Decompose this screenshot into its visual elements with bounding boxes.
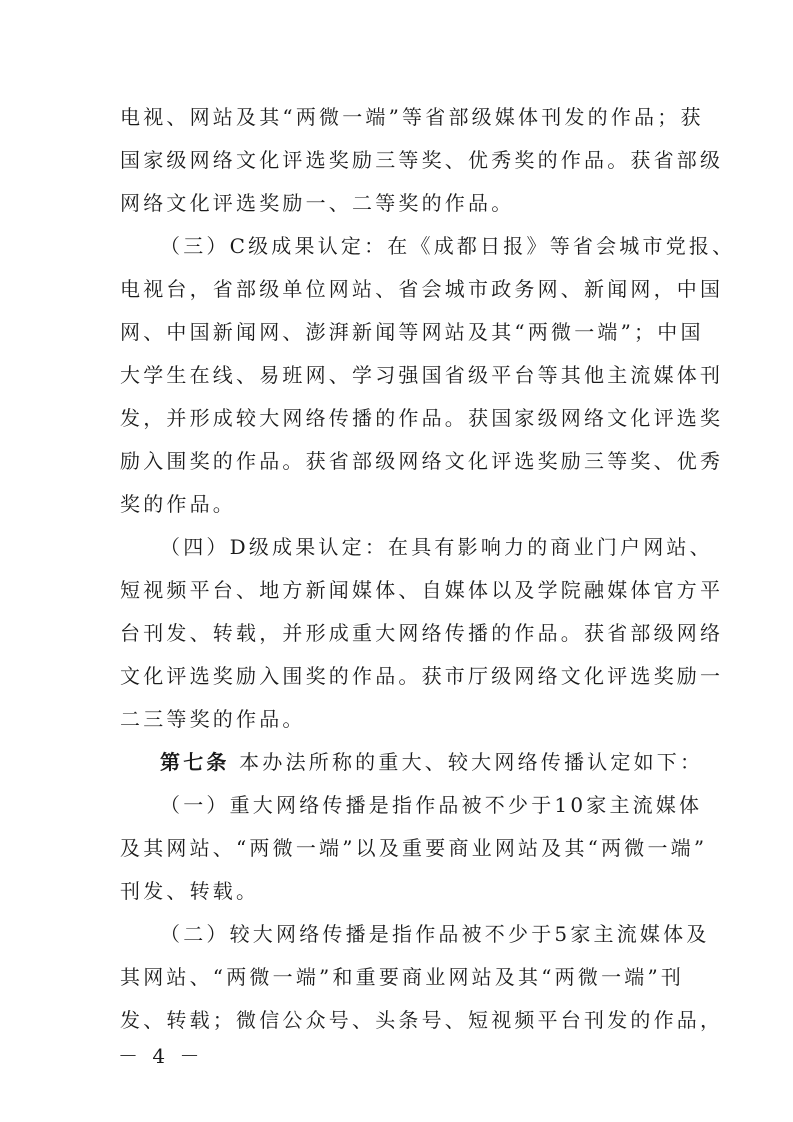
article-text: 本办法所称的重大、较大网络传播认定如下：	[239, 750, 704, 774]
page-number: － 4 －	[118, 1044, 204, 1068]
text-line: （二）较大网络传播是指作品被不少于5家主流媒体及	[160, 922, 710, 946]
text-line: （四）D级成果认定：在具有影响力的商业门户网站、	[160, 535, 713, 559]
text-line: 国家级网络文化评选奖励三等奖、优秀奖的作品。获省部级	[120, 148, 724, 172]
text-line: 网、中国新闻网、澎湃新闻等网站及其“两微一端”；中国	[120, 320, 704, 344]
text-line: 发、转载；微信公众号、头条号、短视频平台刊发的作品，	[120, 1008, 724, 1032]
article-line	[160, 748, 703, 776]
text-line: 励入围奖的作品。获省部级网络文化评选奖励三等奖、优秀	[120, 449, 724, 473]
text-line: 电视、网站及其“两微一端”等省部级媒体刊发的作品；获	[120, 105, 704, 129]
text-line: 电视台，省部级单位网站、省会城市政务网、新闻网，中国	[120, 277, 724, 301]
text-line: 其网站、“两微一端”和重要商业网站及其“两微一端”刊	[120, 965, 685, 989]
text-line: 短视频平台、地方新闻媒体、自媒体以及学院融媒体官方平	[120, 578, 724, 602]
text-line: 及其网站、“两微一端”以及重要商业网站及其“两微一端”	[120, 836, 708, 860]
text-line: 大学生在线、易班网、学习强国省级平台等其他主流媒体刊	[120, 363, 724, 387]
text-line: 网络文化评选奖励一、二等奖的作品。	[120, 191, 515, 215]
article-label: 第七条	[160, 750, 230, 774]
text-line: 台刊发、转载，并形成重大网络传播的作品。获省部级网络	[120, 621, 724, 645]
text-line: 发，并形成较大网络传播的作品。获国家级网络文化评选奖	[120, 406, 724, 430]
text-line: 二三等奖的作品。	[120, 707, 306, 731]
text-line: （三）C级成果认定：在《成都日报》等省会城市党报、	[160, 234, 736, 258]
text-line: 文化评选奖励入围奖的作品。获市厅级网络文化评选奖励一	[120, 664, 724, 688]
text-line: （一）重大网络传播是指作品被不少于10家主流媒体	[160, 793, 703, 817]
text-line: 刊发、转载。	[120, 879, 260, 903]
text-line: 奖的作品。	[120, 492, 236, 516]
